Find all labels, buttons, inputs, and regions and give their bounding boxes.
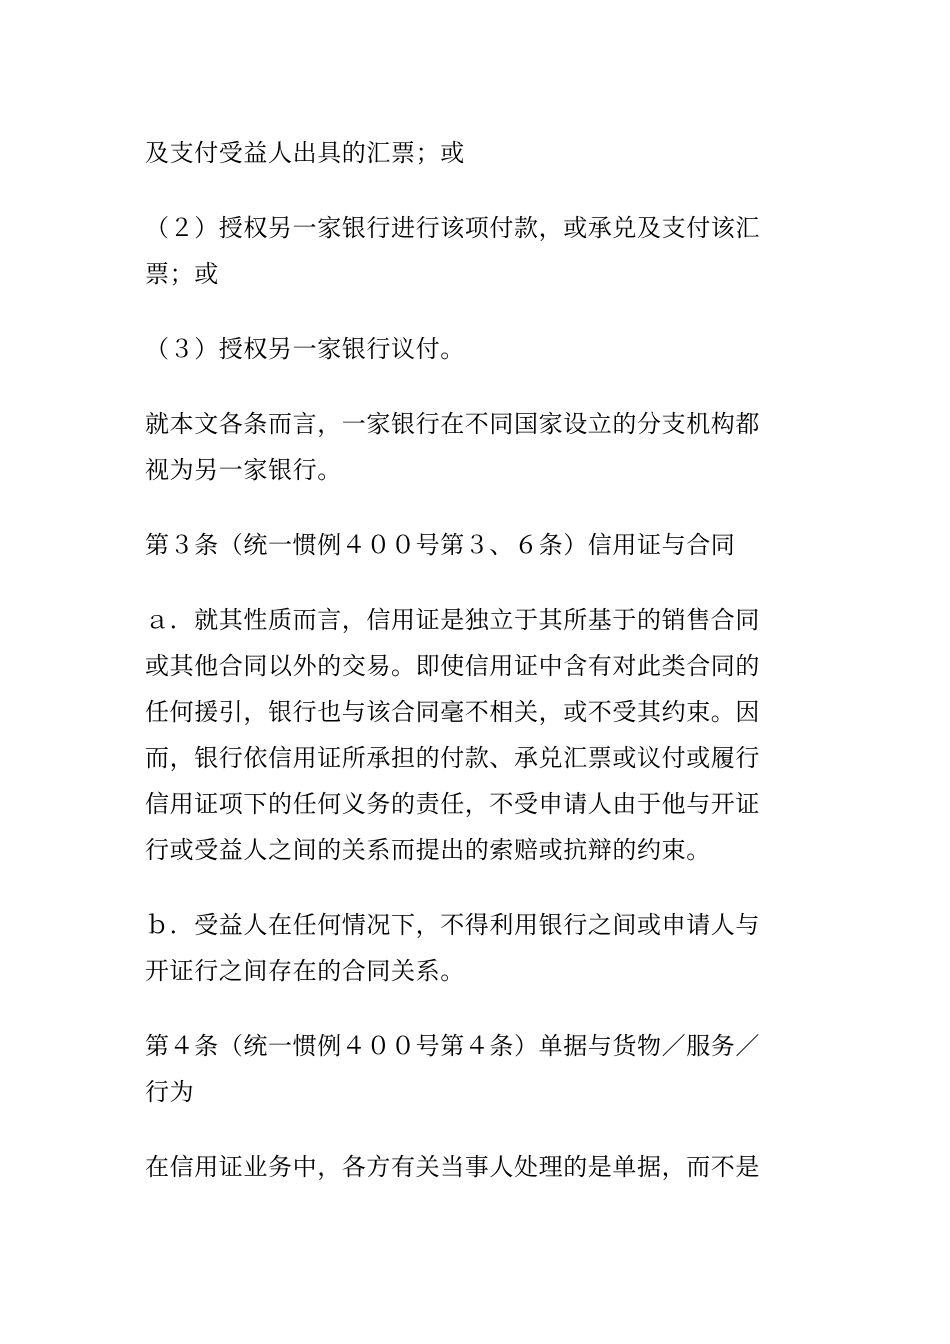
text-line: 信用证项下的任何义务的责任，不受申请人由于他与开证	[145, 790, 760, 818]
text-line: 行为	[145, 1078, 195, 1106]
paragraph-article-3a	[145, 597, 813, 873]
paragraph-branch-definition	[145, 401, 813, 493]
text-line: 第３条（统一惯例４００号第３、６条）信用证与合同	[145, 531, 736, 559]
text-line: ａ．就其性质而言，信用证是独立于其所基于的销售合同	[145, 606, 760, 634]
text-line: ｂ．受益人在任何情况下，不得利用银行之间或申请人与	[145, 911, 760, 939]
paragraph-item-2	[145, 205, 813, 297]
text-line: 开证行之间存在的合同关系。	[145, 957, 465, 985]
text-line: 或其他合同以外的交易。即使信用证中含有对此类合同的	[145, 652, 760, 680]
text-line: 票；或	[145, 260, 219, 288]
text-line: 在信用证业务中，各方有关当事人处理的是单据，而不是	[145, 1153, 760, 1181]
paragraph-article-4-body	[145, 1144, 813, 1190]
text-line: 就本文各条而言，一家银行在不同国家设立的分支机构都	[145, 410, 760, 438]
paragraph-article-3b	[145, 902, 813, 994]
text-line: 任何援引，银行也与该合同毫不相关，或不受其约束。因	[145, 698, 760, 726]
text-line: 及支付受益人出具的汇票；或	[145, 139, 465, 167]
text-line: （２）授权另一家银行进行该项付款，或承兑及支付该汇	[145, 214, 760, 242]
text-line: 第４条（统一惯例４００号第４条）单据与货物／服务／	[145, 1032, 760, 1060]
paragraph-bill-payment	[145, 130, 813, 176]
article-4-heading	[145, 1023, 813, 1115]
text-line: 而，银行依信用证所承担的付款、承兑汇票或议付或履行	[145, 744, 760, 772]
document-page	[145, 130, 813, 1219]
article-3-heading	[145, 522, 813, 568]
text-line: 行或受益人之间的关系而提出的索赔或抗辩的约束。	[145, 836, 711, 864]
text-line: （３）授权另一家银行议付。	[145, 335, 465, 363]
paragraph-item-3	[145, 326, 813, 372]
text-line: 视为另一家银行。	[145, 456, 342, 484]
